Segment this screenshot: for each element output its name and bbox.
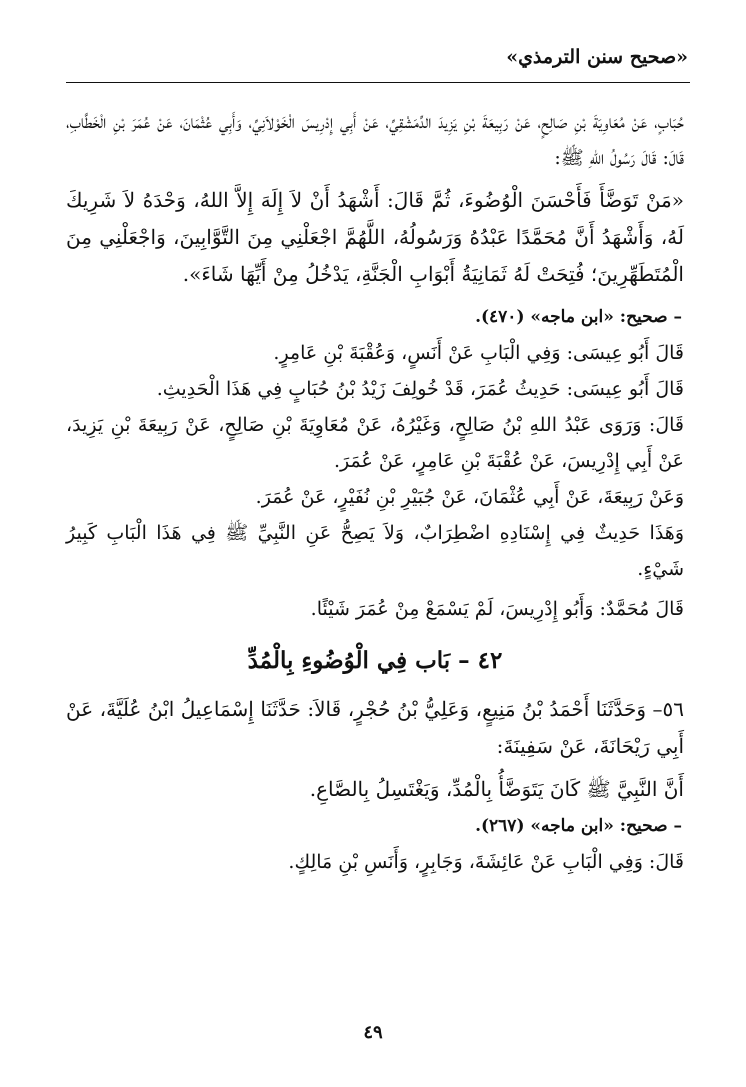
commentary-paragraph: وَعَنْ رَبِيعَةَ، عَنْ أَبِي عُثْمَانَ، عَنْ جُبَيْرِ بْنِ نُفَيْرٍ، عَنْ عُمَرَ. [255, 486, 684, 508]
chapter-heading: ٤٢ – بَاب فِي الْوُضُوءِ بِالْمُدِّ [247, 647, 503, 674]
header-divider [66, 82, 690, 83]
commentary-paragraph: وَهَذَا حَدِيثٌ فِي إِسْنَادِهِ اضْطِرَابٌ، وَلاَ يَصِحُّ عَنِ النَّبِيِّ ﷺ فِي هَذَا الْبَابِ كَبِيرُ شَيْءٍ. [66, 522, 684, 580]
grading-note: – صحيح: «ابن ماجه» (٤٧٠). [475, 307, 682, 327]
commentary-paragraph: قَالَ: وَفِي الْبَابِ عَنْ عَائِشَةَ، وَجَابِرٍ، وَأَنَسِ بْنِ مَالِكٍ. [288, 851, 684, 873]
commentary-paragraph: قَالَ: وَرَوَى عَبْدُ اللهِ بْنُ صَالِحٍ، وَغَيْرُهُ، عَنْ مُعَاوِيَةَ بْنِ صَالِحٍ، عَنْ رَبِيعَةَ بْنِ يَزِيدَ، عَنْ أَبِي إِدْرِيسَ، عَنْ عُقْبَةَ بْنِ عَامِرٍ، عَنْ عُمَرَ. [66, 414, 684, 472]
page-content [66, 104, 684, 880]
commentary-paragraph: قَالَ أَبُو عِيسَى: حَدِيثُ عُمَرَ، قَدْ خُولِفَ زَيْدُ بْنُ حُبَابٍ فِي هَذَا الْحَدِيثِ. [156, 378, 684, 400]
hadith-text: أَنَّ النَّبِيَّ ﷺ كَانَ يَتَوَضَّأُ بِالْمُدِّ، وَيَغْتَسِلُ بِالصَّاعِ. [309, 777, 684, 801]
page-number: ٤٩ [363, 1022, 383, 1043]
isnad-paragraph: ٥٦– وَحَدَّثَنَا أَحْمَدُ بْنُ مَنِيعٍ، وَعَلِيُّ بْنُ حُجْرٍ، قَالاَ: حَدَّثَنَا إِسْمَاعِيلُ ابْنُ عُلَيَّةَ، عَنْ أَبِي رَيْحَانَةَ، عَنْ سَفِينَةَ: [66, 697, 684, 758]
running-header-title: «صحيح سنن الترمذي» [506, 46, 688, 68]
hadith-text: «مَنْ تَوَضَّأَ فَأَحْسَنَ الْوُضُوءَ، ثُمَّ قَالَ: أَشْهَدُ أَنْ لاَ إِلَهَ إِلاَّ اللهُ، وَحْدَهُ لاَ شَرِيكَ لَهُ، وَأَشْهَدُ أَنَّ مُحَمَّدًا عَبْدُهُ وَرَسُولُهُ، اللَّهُمَّ اجْعَلْنِي مِنَ التَّوَّابِينَ، وَاجْعَلْنِي مِنَ الْمُتَطَهِّرِينَ؛ فُتِحَتْ لَهُ ثَمَانِيَةُ أَبْوَابِ الْجَنَّةِ، يَدْخُلُ مِنْ أَيِّهَا شَاءَ». [66, 188, 684, 286]
isnad-paragraph: حُبَابٍ، عَنْ مُعَاوِيَةَ بْنِ صَالِحٍ، عَنْ رَبِيعَةَ بْنِ يَزِيدَ الدِّمَشْقِيِّ، عَنْ أَبِي إِدْرِيسَ الْخَوْلاَنِيِّ، وَأَبِي عُثْمَانَ، عَنْ عُمَرَ بْنِ الْخَطَّابِ، قَالَ: قَالَ رَسُولُ اللهِ ﷺ: [66, 111, 684, 169]
commentary-paragraph: قَالَ أَبُو عِيسَى: وَفِي الْبَابِ عَنْ أَنَسٍ، وَعُقْبَةَ بْنِ عَامِرٍ. [273, 342, 684, 364]
commentary-paragraph: قَالَ مُحَمَّدٌ: وَأَبُو إِدْرِيسَ، لَمْ يَسْمَعْ مِنْ عُمَرَ شَيْئًا. [310, 598, 684, 620]
grading-note: – صحيح: «ابن ماجه» (٢٦٧). [475, 816, 682, 836]
